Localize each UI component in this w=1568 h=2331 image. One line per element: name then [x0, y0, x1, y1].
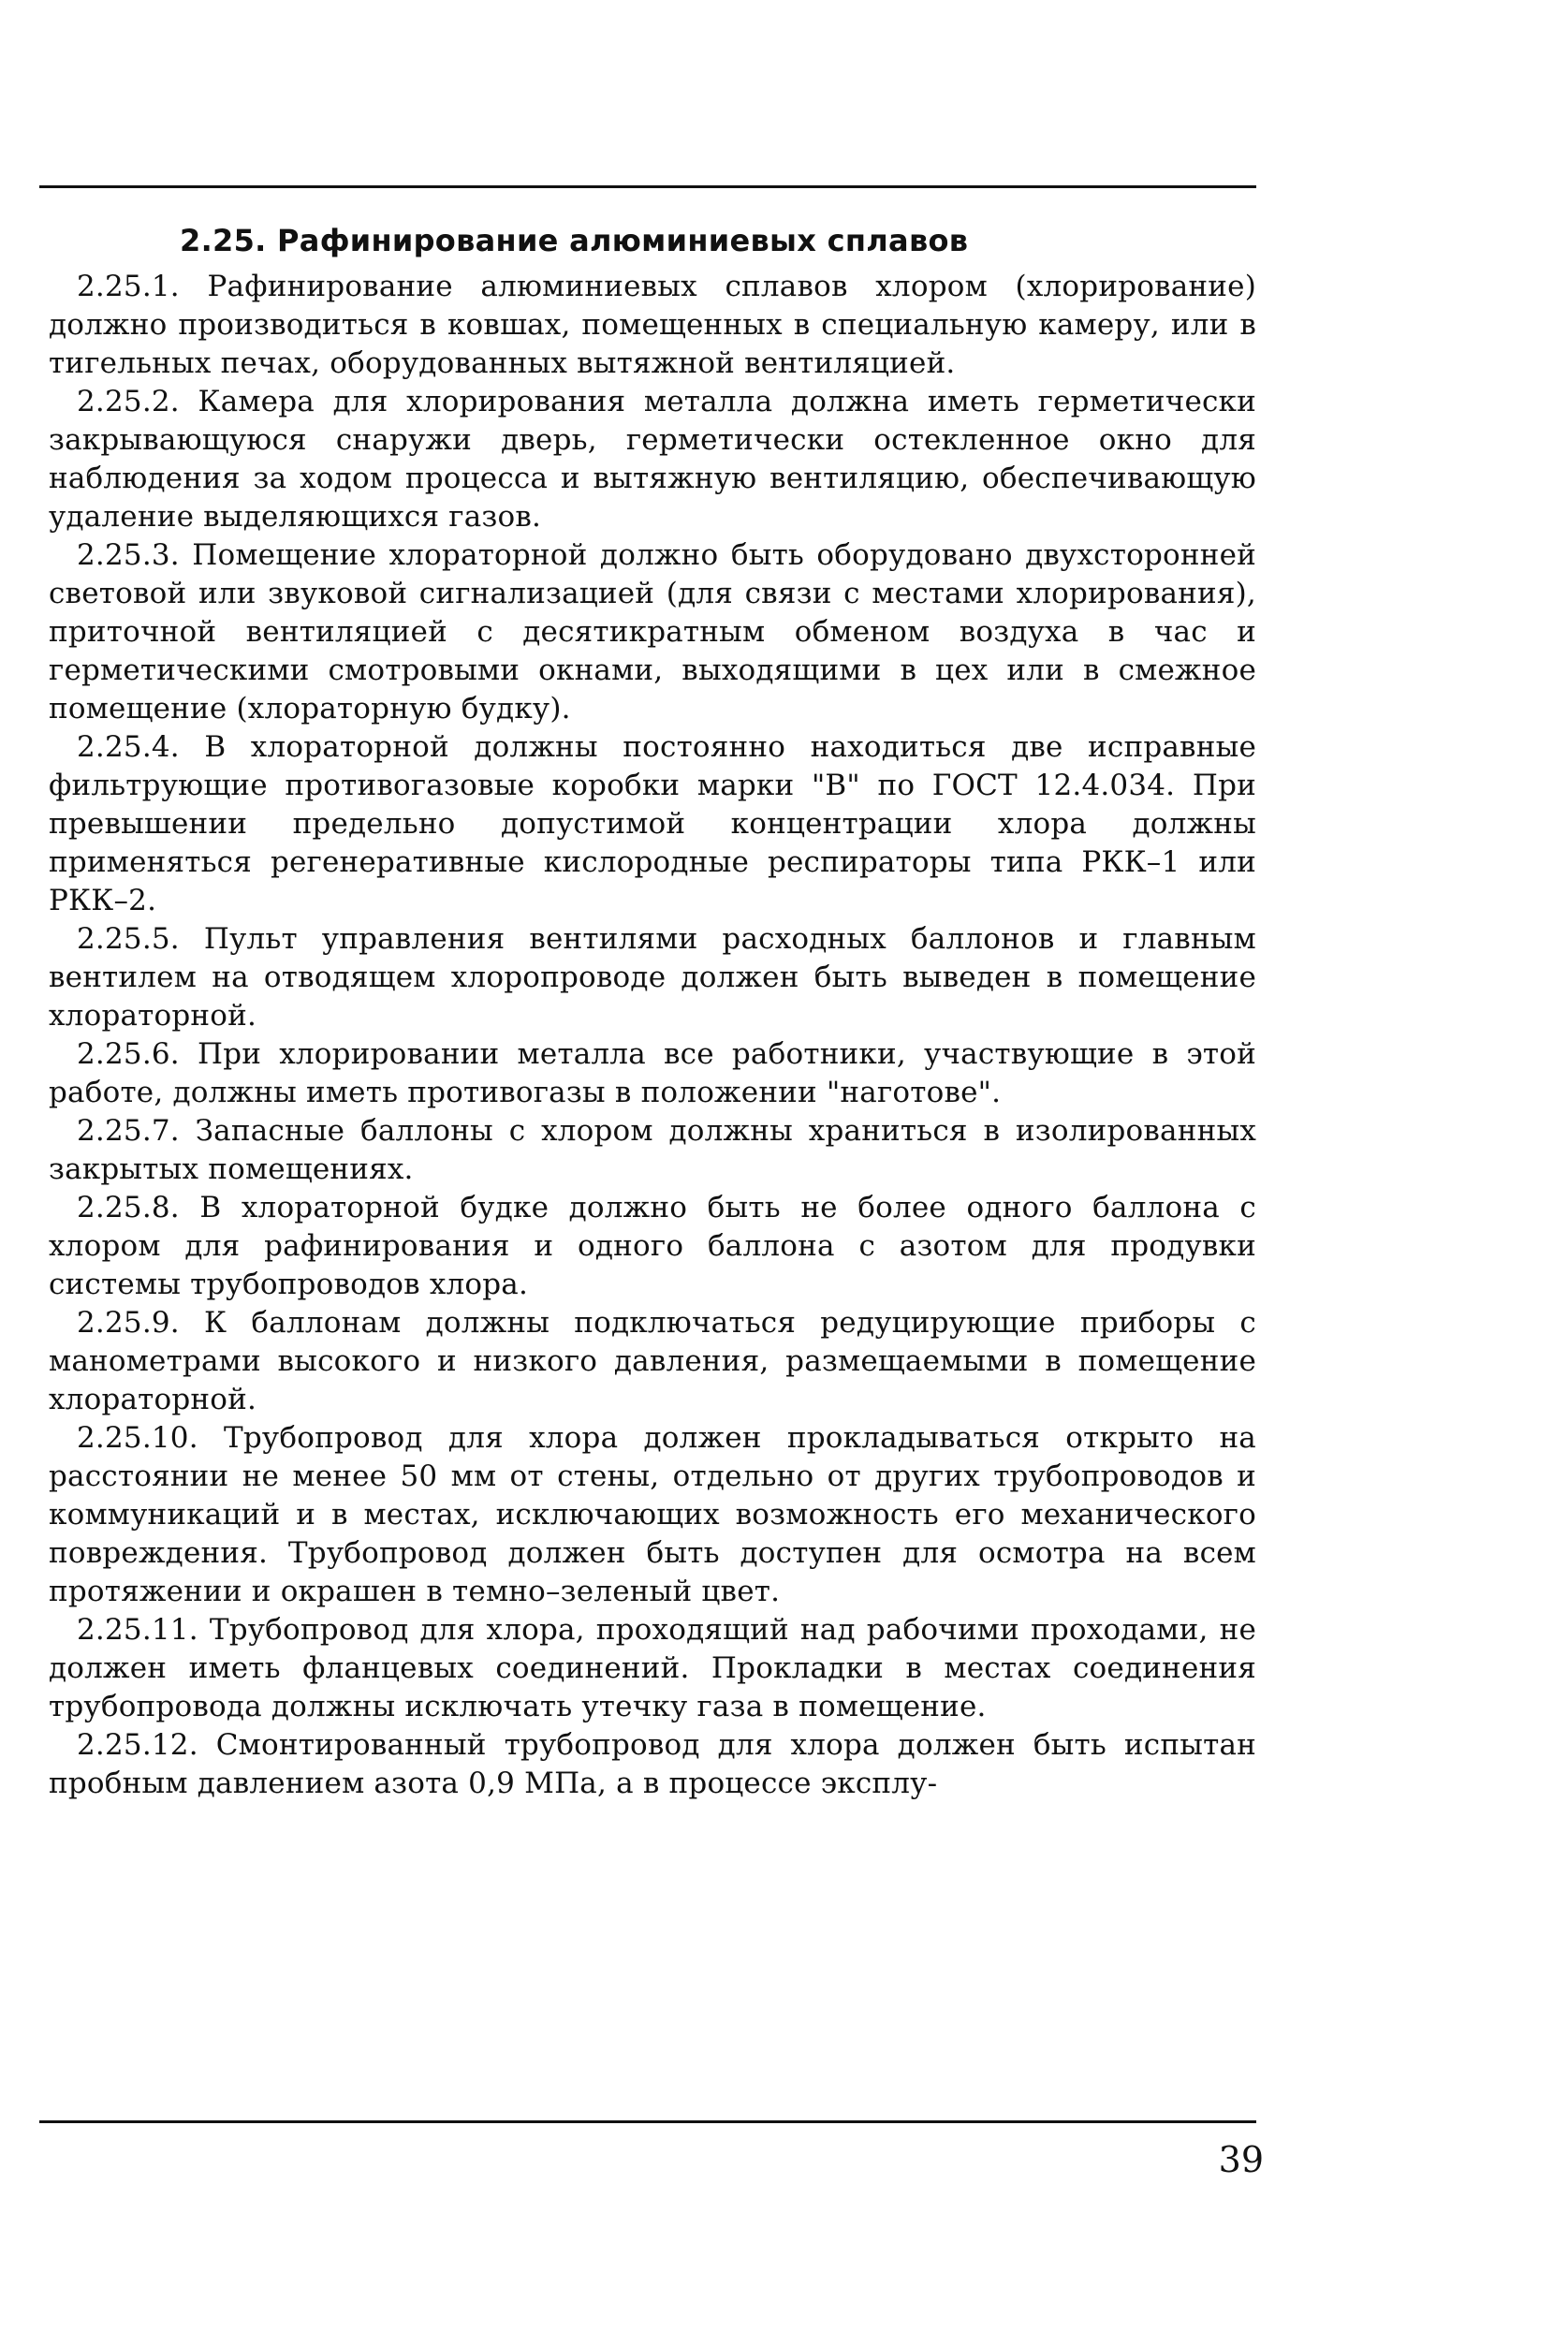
- page-body: [49, 217, 1256, 1803]
- page-number: 39: [1218, 2139, 1264, 2180]
- paragraph-2-25-1: 2.25.1. Рафинирование алюминиевых сплавов хлором (хлорирование) должно производиться в ковшах, помещенных в специальную камеру, или в тигельных печах, оборудованных вытяжной вентиляцией.: [49, 270, 1256, 380]
- paragraph-2-25-12: 2.25.12. Смонтированный трубопровод для хлора должен быть испытан пробным давлением азота 0,9 МПа, а в процессе эксплу-: [49, 1728, 1256, 1800]
- paragraph-2-25-3: 2.25.3. Помещение хлораторной должно быть оборудовано двухсторонней световой или звуковой сигнализацией (для связи с местами хлорирования), приточной вентиляцией с десятикратным обменом воздуха в час и герметическими смотровыми окнами, выходящими в цех или в смежное помещение (хлораторную будку).: [49, 538, 1256, 726]
- paragraph-2-25-6: 2.25.6. При хлорировании металла все работники, участвующие в этой работе, должны иметь противогазы в положении "наготове".: [49, 1037, 1256, 1109]
- paragraph-2-25-4: 2.25.4. В хлораторной должны постоянно находиться две исправные фильтрующие противогазовые коробки марки "В" по ГОСТ 12.4.034. При превышении предельно допустимой концентрации хлора должны применяться регенеративные кислородные респираторы типа РКК–1 или РКК–2.: [49, 730, 1256, 917]
- paragraph-2-25-8: 2.25.8. В хлораторной будке должно быть не более одного баллона с хлором для рафинирования и одного баллона с азотом для продувки системы трубопроводов хлора.: [49, 1191, 1256, 1301]
- paragraph-2-25-5: 2.25.5. Пульт управления вентилями расходных баллонов и главным вентилем на отводящем хлоропроводе должен быть выведен в помещение хлораторной.: [49, 922, 1256, 1033]
- paragraph-2-25-11: 2.25.11. Трубопровод для хлора, проходящий над рабочими проходами, не должен иметь фланцевых соединений. Прокладки в местах соединения трубопровода должны исключать утечку газа в помещение.: [49, 1613, 1256, 1723]
- bottom-rule: [39, 2120, 1256, 2123]
- paragraph-2-25-2: 2.25.2. Камера для хлорирования металла должна иметь герметически закрывающуюся снаружи дверь, герметически остекленное окно для наблюдения за ходом процесса и вытяжную вентиляцию, обеспечивающую удаление выделяющихся газов.: [49, 385, 1256, 534]
- paragraph-2-25-9: 2.25.9. К баллонам должны подключаться редуцирующие приборы с манометрами высокого и низкого давления, размещаемыми в помещение хлораторной.: [49, 1306, 1256, 1416]
- paragraph-2-25-7: 2.25.7. Запасные баллоны с хлором должны храниться в изолированных закрытых помещениях.: [49, 1114, 1256, 1186]
- paragraph-2-25-10: 2.25.10. Трубопровод для хлора должен прокладываться открыто на расстоянии не менее 50 мм от стены, отдельно от других трубопроводов и коммуникаций и в местах, исключающих возможность его механического повреждения. Трубопровод должен быть доступен для осмотра на всем протяжении и окрашен в темно–зеленый цвет.: [49, 1421, 1256, 1608]
- top-rule: [39, 185, 1256, 188]
- section-heading: 2.25. Рафинирование алюминиевых сплавов: [180, 223, 969, 258]
